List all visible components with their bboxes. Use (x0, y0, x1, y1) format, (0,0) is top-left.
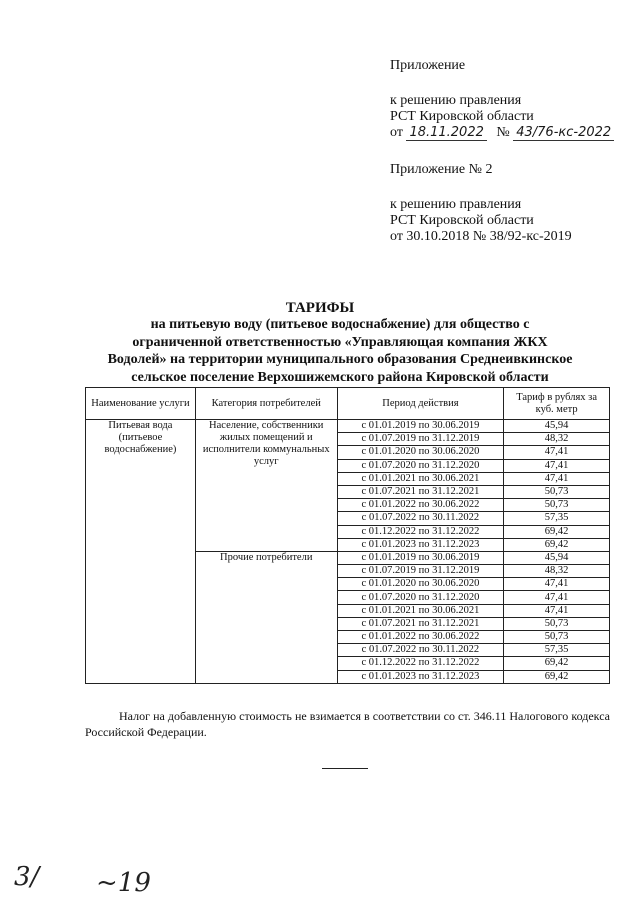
period-cell: с 01.07.2021 по 31.12.2021 (337, 617, 504, 630)
period-cell: с 01.07.2020 по 31.12.2020 (337, 459, 504, 472)
category-cell: Прочие потребители (195, 551, 337, 683)
table-header-row (86, 388, 610, 420)
document-subtitle (70, 316, 610, 386)
period-cell: с 01.12.2022 по 31.12.2022 (337, 657, 504, 670)
appendix1-title: Приложение (390, 58, 466, 73)
tariff-cell: 57,35 (504, 644, 610, 657)
appendix2-line1: к решению правления (390, 197, 522, 212)
period-cell: с 01.01.2023 по 31.12.2023 (337, 670, 504, 683)
subtitle-line-1: на питьевую воду (питьевое водоснабжение) для общество с (150, 317, 530, 332)
tariff-cell: 45,94 (504, 551, 610, 564)
subtitle-line-2: ограниченной ответственностью «Управляющая компания ЖКХ (132, 334, 548, 350)
tariff-cell: 69,42 (504, 538, 610, 551)
period-cell: с 01.07.2022 по 30.11.2022 (337, 644, 504, 657)
handwritten-initials-left: 3/ (14, 862, 40, 892)
tariff-table (85, 387, 610, 684)
header-period: Период действия (337, 388, 504, 420)
subtitle-line-3: Водолей» на территории муниципального образования Среднеивкинское (107, 352, 573, 367)
handwritten-number: 43/76-кс-2022 (513, 125, 614, 141)
period-cell: с 01.01.2021 по 30.06.2021 (337, 604, 504, 617)
tariff-cell: 50,73 (504, 485, 610, 498)
tariff-cell: 50,73 (504, 617, 610, 630)
tariff-cell: 47,41 (504, 472, 610, 485)
header-tariff: Тариф в рублях за куб. метр (504, 388, 610, 420)
header-category: Категория потребителей (195, 388, 337, 420)
tariff-cell: 57,35 (504, 512, 610, 525)
appendix2-line2: РСТ Кировской области (390, 213, 534, 228)
table-row (86, 420, 610, 433)
period-cell: с 01.12.2022 по 31.12.2022 (337, 525, 504, 538)
table-body (86, 420, 610, 684)
header-service: Наименование услуги (86, 388, 196, 420)
appendix1-line1: к решению правления (390, 93, 522, 108)
period-cell: с 01.07.2021 по 31.12.2021 (337, 485, 504, 498)
date-prefix: от (390, 125, 403, 140)
period-cell: с 01.01.2022 по 30.06.2022 (337, 499, 504, 512)
period-cell: с 01.01.2019 по 30.06.2019 (337, 551, 504, 564)
tariff-cell: 47,41 (504, 446, 610, 459)
period-cell: с 01.01.2019 по 30.06.2019 (337, 420, 504, 433)
appendix1-date-line (390, 125, 614, 141)
period-cell: с 01.01.2021 по 30.06.2021 (337, 472, 504, 485)
tariff-cell: 47,41 (504, 459, 610, 472)
vat-note: Налог на добавленную стоимость не взимается в соответствии со ст. 346.11 Налогового кодекса Российской Федерации. (85, 709, 610, 739)
period-cell: с 01.07.2020 по 31.12.2020 (337, 591, 504, 604)
period-cell: с 01.01.2022 по 30.06.2022 (337, 631, 504, 644)
service-name-cell: Питьевая вода (питьевое водоснабжение) (86, 420, 196, 684)
tariff-cell: 47,41 (504, 604, 610, 617)
tariff-cell: 48,32 (504, 433, 610, 446)
period-cell: с 01.07.2019 по 31.12.2019 (337, 433, 504, 446)
tariff-cell: 48,32 (504, 565, 610, 578)
tariff-cell: 69,42 (504, 670, 610, 683)
tariff-cell: 69,42 (504, 525, 610, 538)
tariff-cell: 47,41 (504, 591, 610, 604)
period-cell: с 01.01.2020 по 30.06.2020 (337, 578, 504, 591)
tariff-cell: 47,41 (504, 578, 610, 591)
tariff-cell: 45,94 (504, 420, 610, 433)
period-cell: с 01.01.2023 по 31.12.2023 (337, 538, 504, 551)
category-cell: Население, собственники жилых помещений и исполнители коммунальных услуг (195, 420, 337, 552)
appendix2-title: Приложение № 2 (390, 162, 493, 177)
appendix2-line3: от 30.10.2018 № 38/92-кс-2019 (390, 229, 572, 244)
period-cell: с 01.01.2020 по 30.06.2020 (337, 446, 504, 459)
period-cell: с 01.07.2022 по 30.11.2022 (337, 512, 504, 525)
closing-rule (322, 768, 368, 769)
number-prefix: № (496, 125, 510, 140)
handwritten-initials-right: ~19 (96, 868, 151, 898)
appendix1-line2: РСТ Кировской области (390, 109, 534, 124)
tariff-cell: 50,73 (504, 631, 610, 644)
subtitle-line-4: сельское поселение Верхошижемского района Кировской области (131, 369, 549, 385)
tariff-cell: 50,73 (504, 499, 610, 512)
tariff-cell: 69,42 (504, 657, 610, 670)
handwritten-date: 18.11.2022 (406, 125, 486, 141)
period-cell: с 01.07.2019 по 31.12.2019 (337, 565, 504, 578)
document-title: ТАРИФЫ (285, 300, 355, 316)
